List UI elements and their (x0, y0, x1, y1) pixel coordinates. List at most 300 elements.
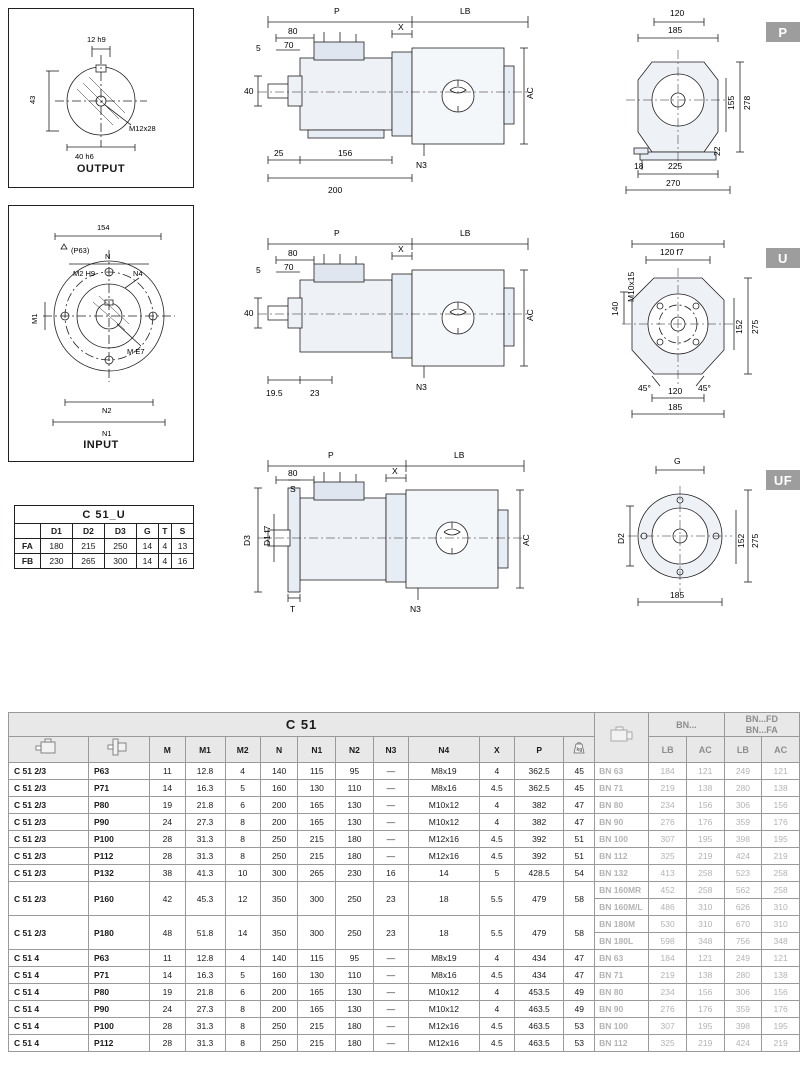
cell-N3: — (373, 814, 408, 831)
cell-lb2: 359 (724, 1001, 762, 1018)
cell-ac1: 195 (686, 1018, 724, 1035)
cell-lb2: 306 (724, 797, 762, 814)
row-type: C 51 2/3 (9, 831, 89, 848)
input-dim-n2: N2 (102, 406, 112, 415)
input-flange-drawing-box (8, 205, 194, 462)
output-shaft-drawing-box (8, 8, 194, 188)
view-u-dim-N3: N3 (416, 382, 427, 392)
cell-lb2: 670 (724, 916, 762, 933)
cell-kg: 53 (564, 1018, 595, 1035)
cell-P: 463.5 (514, 1035, 563, 1052)
weight-icon (571, 741, 587, 754)
flange-icon-cell (89, 737, 150, 763)
cell-M2: 12 (225, 882, 260, 916)
view-u-dim-23: 23 (310, 388, 320, 398)
c51u-title: C 51_U (15, 506, 194, 524)
view-uf-front-dim-185: 185 (670, 590, 685, 600)
cell-N1: 215 (298, 1035, 336, 1052)
motor-header-line2: BN...FA (745, 724, 778, 735)
motor-header-bn: BN... (649, 713, 724, 737)
col-header-N2: N2 (336, 737, 374, 763)
view-u-dim-19-5: 19.5 (266, 388, 283, 398)
cell-M2: 8 (225, 1035, 260, 1052)
input-dim-n4: N4 (133, 269, 143, 278)
cell-N1: 165 (298, 1001, 336, 1018)
cell-lb2: 280 (724, 780, 762, 797)
cell-N4: M12x16 (409, 1035, 480, 1052)
cell-ac2: 258 (762, 882, 800, 899)
cell-P: 453.5 (514, 984, 563, 1001)
cell-ac2: 176 (762, 814, 800, 831)
cell-M1: 41.3 (185, 865, 225, 882)
view-u-front-drawing (608, 228, 768, 433)
cell-P: 479 (514, 882, 563, 916)
view-u-dim-70: 70 (284, 262, 294, 272)
cell-kg: 58 (564, 916, 595, 950)
motor-col-ac1: AC (686, 737, 724, 763)
view-uf-dim-T: T (290, 604, 296, 614)
cell-ac2: 176 (762, 1001, 800, 1018)
c51u-cell: 16 (171, 554, 193, 569)
col-header-M1: M1 (185, 737, 225, 763)
table-row (9, 984, 800, 1001)
cell-N1: 165 (298, 984, 336, 1001)
cell-X: 4 (479, 1001, 514, 1018)
c51u-cell: 13 (171, 539, 193, 554)
view-p-front-dim-18: 18 (634, 161, 644, 171)
view-p-dim-40: 40 (244, 86, 254, 96)
view-uf-front-dim-152: 152 (736, 533, 746, 548)
col-header-N3: N3 (373, 737, 408, 763)
view-u-front-dim-160: 160 (670, 230, 685, 240)
view-uf-dim-D3: D3 (242, 535, 252, 546)
gearbox-icon-cell (9, 737, 89, 763)
cell-lb1: 307 (649, 831, 687, 848)
cell-N3: — (373, 984, 408, 1001)
cell-kg: 53 (564, 1035, 595, 1052)
row-frame: P132 (89, 865, 150, 882)
motor-icon (607, 725, 637, 745)
view-uf-dim-N3: N3 (410, 604, 421, 614)
view-u-dim-X: X (398, 244, 404, 254)
cell-lb1: 452 (649, 882, 687, 899)
table-row (9, 967, 800, 984)
cell-kg: 47 (564, 797, 595, 814)
cell-N4: 18 (409, 882, 480, 916)
c51u-col-d1: D1 (40, 524, 72, 539)
cell-X: 4 (479, 814, 514, 831)
col-header-M2: M2 (225, 737, 260, 763)
row-type: C 51 4 (9, 967, 89, 984)
view-u-front-dim-140: 140 (610, 301, 620, 316)
cell-ac1: 138 (686, 780, 724, 797)
table-row (9, 848, 800, 865)
table-row (9, 1001, 800, 1018)
c51u-col-blank (15, 524, 41, 539)
cell-lb2: 756 (724, 933, 762, 950)
view-p-dim-X: X (398, 22, 404, 32)
cell-M2: 4 (225, 950, 260, 967)
view-tag-p: P (766, 22, 800, 42)
cell-ac1: 176 (686, 1001, 724, 1018)
cell-lb1: 325 (649, 848, 687, 865)
view-p-front-dim-278: 278 (742, 95, 752, 110)
cell-lb2: 398 (724, 1018, 762, 1035)
cell-ac2: 258 (762, 865, 800, 882)
cell-N1: 130 (298, 780, 336, 797)
view-u-front-dim-185: 185 (668, 402, 683, 412)
cell-kg: 49 (564, 1001, 595, 1018)
cell-N1: 300 (298, 882, 336, 916)
cell-M1: 27.3 (185, 1001, 225, 1018)
cell-lb2: 424 (724, 1035, 762, 1052)
view-p-dim-156: 156 (338, 148, 353, 158)
cell-lb2: 562 (724, 882, 762, 899)
row-type: C 51 4 (9, 1018, 89, 1035)
cell-lb1: 325 (649, 1035, 687, 1052)
cell-M: 28 (150, 1018, 185, 1035)
gearbox-icon (34, 737, 64, 757)
input-flange-svg (9, 206, 193, 461)
cell-N: 140 (260, 763, 298, 780)
cell-N2: 180 (336, 1018, 374, 1035)
cell-X: 4.5 (479, 848, 514, 865)
output-dim-40h6: 40 h6 (75, 152, 94, 161)
cell-M1: 21.8 (185, 984, 225, 1001)
view-p-dim-80: 80 (288, 26, 298, 36)
motor-header-line1: BN...FD (745, 713, 779, 724)
output-dim-m12x28: M12x28 (129, 124, 156, 133)
cell-ac2: 138 (762, 967, 800, 984)
view-p-dim-200: 200 (328, 185, 343, 195)
cell-M2: 8 (225, 1018, 260, 1035)
c51u-cell: 4 (158, 554, 171, 569)
cell-N1: 115 (298, 763, 336, 780)
svg-text:kg: kg (576, 746, 583, 753)
cell-ac2: 156 (762, 797, 800, 814)
cell-N4: 18 (409, 916, 480, 950)
cell-motor: BN 80 (595, 797, 649, 814)
cell-N1: 215 (298, 831, 336, 848)
cell-N1: 165 (298, 797, 336, 814)
cell-motor: BN 90 (595, 1001, 649, 1018)
view-u-dim-40: 40 (244, 308, 254, 318)
cell-ac1: 121 (686, 763, 724, 780)
c51u-row-fb (15, 554, 194, 569)
cell-P: 434 (514, 950, 563, 967)
c51-dimension-table (8, 712, 800, 1052)
input-caption: INPUT (83, 439, 119, 451)
cell-kg: 47 (564, 814, 595, 831)
cell-N: 160 (260, 780, 298, 797)
table-group-title: C 51 (9, 713, 595, 737)
cell-ac2: 121 (762, 763, 800, 780)
cell-M1: 12.8 (185, 763, 225, 780)
output-dim-43: 43 (28, 95, 37, 104)
row-type: C 51 4 (9, 1001, 89, 1018)
flange-icon (107, 737, 131, 757)
view-u-front-dim-152: 152 (734, 319, 744, 334)
cell-N: 160 (260, 967, 298, 984)
cell-M: 19 (150, 797, 185, 814)
cell-N2: 180 (336, 848, 374, 865)
cell-X: 4.5 (479, 967, 514, 984)
cell-M1: 21.8 (185, 797, 225, 814)
view-p-front-dim-270: 270 (666, 178, 681, 188)
view-u-front-dim-45b: 45° (698, 383, 711, 393)
output-caption: OUTPUT (76, 163, 126, 175)
cell-N4: M8x19 (409, 950, 480, 967)
cell-P: 382 (514, 814, 563, 831)
cell-M2: 4 (225, 763, 260, 780)
cell-N3: 23 (373, 916, 408, 950)
cell-ac2: 219 (762, 1035, 800, 1052)
cell-lb2: 359 (724, 814, 762, 831)
row-frame: P90 (89, 814, 150, 831)
view-p-front-dim-185: 185 (668, 25, 683, 35)
cell-N: 300 (260, 865, 298, 882)
row-type: C 51 2/3 (9, 797, 89, 814)
cell-P: 479 (514, 916, 563, 950)
cell-N1: 300 (298, 916, 336, 950)
view-p-front-dim-155: 155 (726, 95, 736, 110)
table-row (9, 865, 800, 882)
c51u-cell: 300 (104, 554, 136, 569)
cell-X: 4.5 (479, 1035, 514, 1052)
cell-N3: — (373, 1001, 408, 1018)
input-dim-me7: M E7 (127, 347, 145, 356)
cell-N2: 180 (336, 1035, 374, 1052)
cell-kg: 51 (564, 831, 595, 848)
c51u-cell: 215 (72, 539, 104, 554)
cell-N2: 130 (336, 984, 374, 1001)
view-p-dim-N3: N3 (416, 160, 427, 170)
row-frame: P71 (89, 780, 150, 797)
c51u-col-d2: D2 (72, 524, 104, 539)
cell-N: 250 (260, 1035, 298, 1052)
cell-ac1: 156 (686, 797, 724, 814)
view-u-dim-80: 80 (288, 248, 298, 258)
cell-M2: 8 (225, 848, 260, 865)
cell-ac2: 219 (762, 848, 800, 865)
cell-M: 42 (150, 882, 185, 916)
cell-N4: M12x16 (409, 831, 480, 848)
cell-P: 362.5 (514, 763, 563, 780)
view-uf-front-dim-275: 275 (750, 533, 760, 548)
cell-N3: 23 (373, 882, 408, 916)
cell-N4: 14 (409, 865, 480, 882)
view-uf-dim-80: 80 (288, 468, 298, 478)
row-type: C 51 2/3 (9, 780, 89, 797)
view-p-front-drawing (608, 6, 768, 211)
c51u-cell: 14 (136, 554, 158, 569)
view-p-side-drawing (228, 6, 548, 211)
cell-motor: BN 71 (595, 780, 649, 797)
cell-lb2: 523 (724, 865, 762, 882)
cell-M1: 27.3 (185, 814, 225, 831)
cell-N4: M8x16 (409, 780, 480, 797)
input-dim-p63: (P63) (71, 246, 90, 255)
table-row (9, 814, 800, 831)
view-uf-dim-X: X (392, 466, 398, 476)
cell-N4: M10x12 (409, 797, 480, 814)
view-uf-dim-AC: AC (521, 534, 531, 546)
view-uf-dim-LB: LB (454, 452, 465, 460)
cell-N2: 250 (336, 882, 374, 916)
cell-M1: 12.8 (185, 950, 225, 967)
cell-lb2: 398 (724, 831, 762, 848)
view-u-dim-P: P (334, 228, 340, 238)
cell-N3: — (373, 1035, 408, 1052)
view-p-front-dim-120: 120 (670, 8, 685, 18)
table-row (9, 1018, 800, 1035)
cell-motor: BN 112 (595, 1035, 649, 1052)
cell-N4: M10x12 (409, 814, 480, 831)
row-frame: P100 (89, 1018, 150, 1035)
row-type: C 51 4 (9, 984, 89, 1001)
c51u-cell: 4 (158, 539, 171, 554)
view-p-dim-P: P (334, 6, 340, 16)
cell-N4: M8x19 (409, 763, 480, 780)
cell-M1: 16.3 (185, 967, 225, 984)
cell-M2: 8 (225, 1001, 260, 1018)
col-header-N: N (260, 737, 298, 763)
cell-motor: BN 90 (595, 814, 649, 831)
cell-ac1: 258 (686, 865, 724, 882)
view-uf-side-drawing (228, 452, 548, 637)
cell-M1: 45.3 (185, 882, 225, 916)
cell-ac1: 176 (686, 814, 724, 831)
cell-N3: — (373, 950, 408, 967)
cell-P: 434 (514, 967, 563, 984)
c51u-cell: 230 (40, 554, 72, 569)
cell-N3: 16 (373, 865, 408, 882)
col-header-N1: N1 (298, 737, 336, 763)
cell-M: 19 (150, 984, 185, 1001)
cell-N2: 180 (336, 831, 374, 848)
cell-lb1: 219 (649, 967, 687, 984)
motor-header-bnfd (724, 713, 799, 737)
cell-M: 14 (150, 780, 185, 797)
cell-kg: 45 (564, 780, 595, 797)
cell-lb1: 234 (649, 984, 687, 1001)
col-header-X: X (479, 737, 514, 763)
cell-P: 392 (514, 848, 563, 865)
cell-lb1: 219 (649, 780, 687, 797)
cell-lb2: 249 (724, 763, 762, 780)
cell-ac2: 310 (762, 899, 800, 916)
table-row (9, 831, 800, 848)
cell-N: 140 (260, 950, 298, 967)
cell-N2: 110 (336, 967, 374, 984)
cell-P: 382 (514, 797, 563, 814)
cell-lb1: 184 (649, 763, 687, 780)
row-frame: P112 (89, 1035, 150, 1052)
cell-X: 5 (479, 865, 514, 882)
cell-motor: BN 180M (595, 916, 649, 933)
c51u-col-d3: D3 (104, 524, 136, 539)
view-p-front-dim-225: 225 (668, 161, 683, 171)
c51u-cell: 14 (136, 539, 158, 554)
cell-P: 362.5 (514, 780, 563, 797)
view-uf-dim-S: S (290, 484, 296, 494)
cell-N1: 130 (298, 967, 336, 984)
view-uf-dim-D1f7: D1 f7 (262, 525, 272, 546)
cell-M: 28 (150, 831, 185, 848)
cell-ac1: 219 (686, 1035, 724, 1052)
row-type: C 51 2/3 (9, 916, 89, 950)
c51u-row-label: FA (15, 539, 41, 554)
output-shaft-svg (9, 9, 193, 187)
row-frame: P180 (89, 916, 150, 950)
cell-lb1: 276 (649, 1001, 687, 1018)
cell-lb2: 249 (724, 950, 762, 967)
cell-N3: — (373, 831, 408, 848)
cell-N2: 250 (336, 916, 374, 950)
cell-N3: — (373, 780, 408, 797)
view-p-dim-5: 5 (256, 43, 261, 53)
cell-M2: 8 (225, 814, 260, 831)
row-type: C 51 2/3 (9, 865, 89, 882)
row-frame: P71 (89, 967, 150, 984)
cell-N2: 95 (336, 763, 374, 780)
view-uf-dim-P: P (328, 452, 334, 460)
cell-N1: 165 (298, 814, 336, 831)
cell-N4: M10x12 (409, 984, 480, 1001)
cell-N: 350 (260, 916, 298, 950)
cell-M2: 14 (225, 916, 260, 950)
cell-motor: BN 180L (595, 933, 649, 950)
cell-X: 4 (479, 984, 514, 1001)
cell-M2: 8 (225, 831, 260, 848)
cell-N: 250 (260, 848, 298, 865)
view-u-dim-AC: AC (525, 309, 535, 321)
c51u-col-t: T (158, 524, 171, 539)
cell-ac2: 310 (762, 916, 800, 933)
cell-motor: BN 160M/L (595, 899, 649, 916)
row-type: C 51 2/3 (9, 763, 89, 780)
view-uf-front-drawing (608, 452, 768, 637)
cell-M: 24 (150, 814, 185, 831)
cell-N3: — (373, 1018, 408, 1035)
input-dim-m2h9: M2 H9 (73, 269, 96, 278)
cell-kg: 45 (564, 763, 595, 780)
cell-N: 200 (260, 1001, 298, 1018)
cell-ac1: 258 (686, 882, 724, 899)
row-type: C 51 2/3 (9, 848, 89, 865)
cell-N2: 130 (336, 814, 374, 831)
input-dim-154: 154 (97, 223, 110, 232)
cell-X: 4 (479, 950, 514, 967)
cell-M: 24 (150, 1001, 185, 1018)
cell-M: 11 (150, 763, 185, 780)
view-u-front-dim-45a: 45° (638, 383, 651, 393)
input-dim-n: N (105, 252, 111, 261)
cell-N2: 95 (336, 950, 374, 967)
cell-M: 28 (150, 1035, 185, 1052)
table-row (9, 1035, 800, 1052)
cell-ac2: 138 (762, 780, 800, 797)
cell-motor: BN 63 (595, 950, 649, 967)
motor-col-lb2: LB (724, 737, 762, 763)
cell-N: 350 (260, 882, 298, 916)
col-header-M: M (150, 737, 185, 763)
cell-motor: BN 132 (595, 865, 649, 882)
cell-X: 4 (479, 797, 514, 814)
row-frame: P90 (89, 1001, 150, 1018)
cell-N2: 130 (336, 797, 374, 814)
cell-N: 200 (260, 797, 298, 814)
